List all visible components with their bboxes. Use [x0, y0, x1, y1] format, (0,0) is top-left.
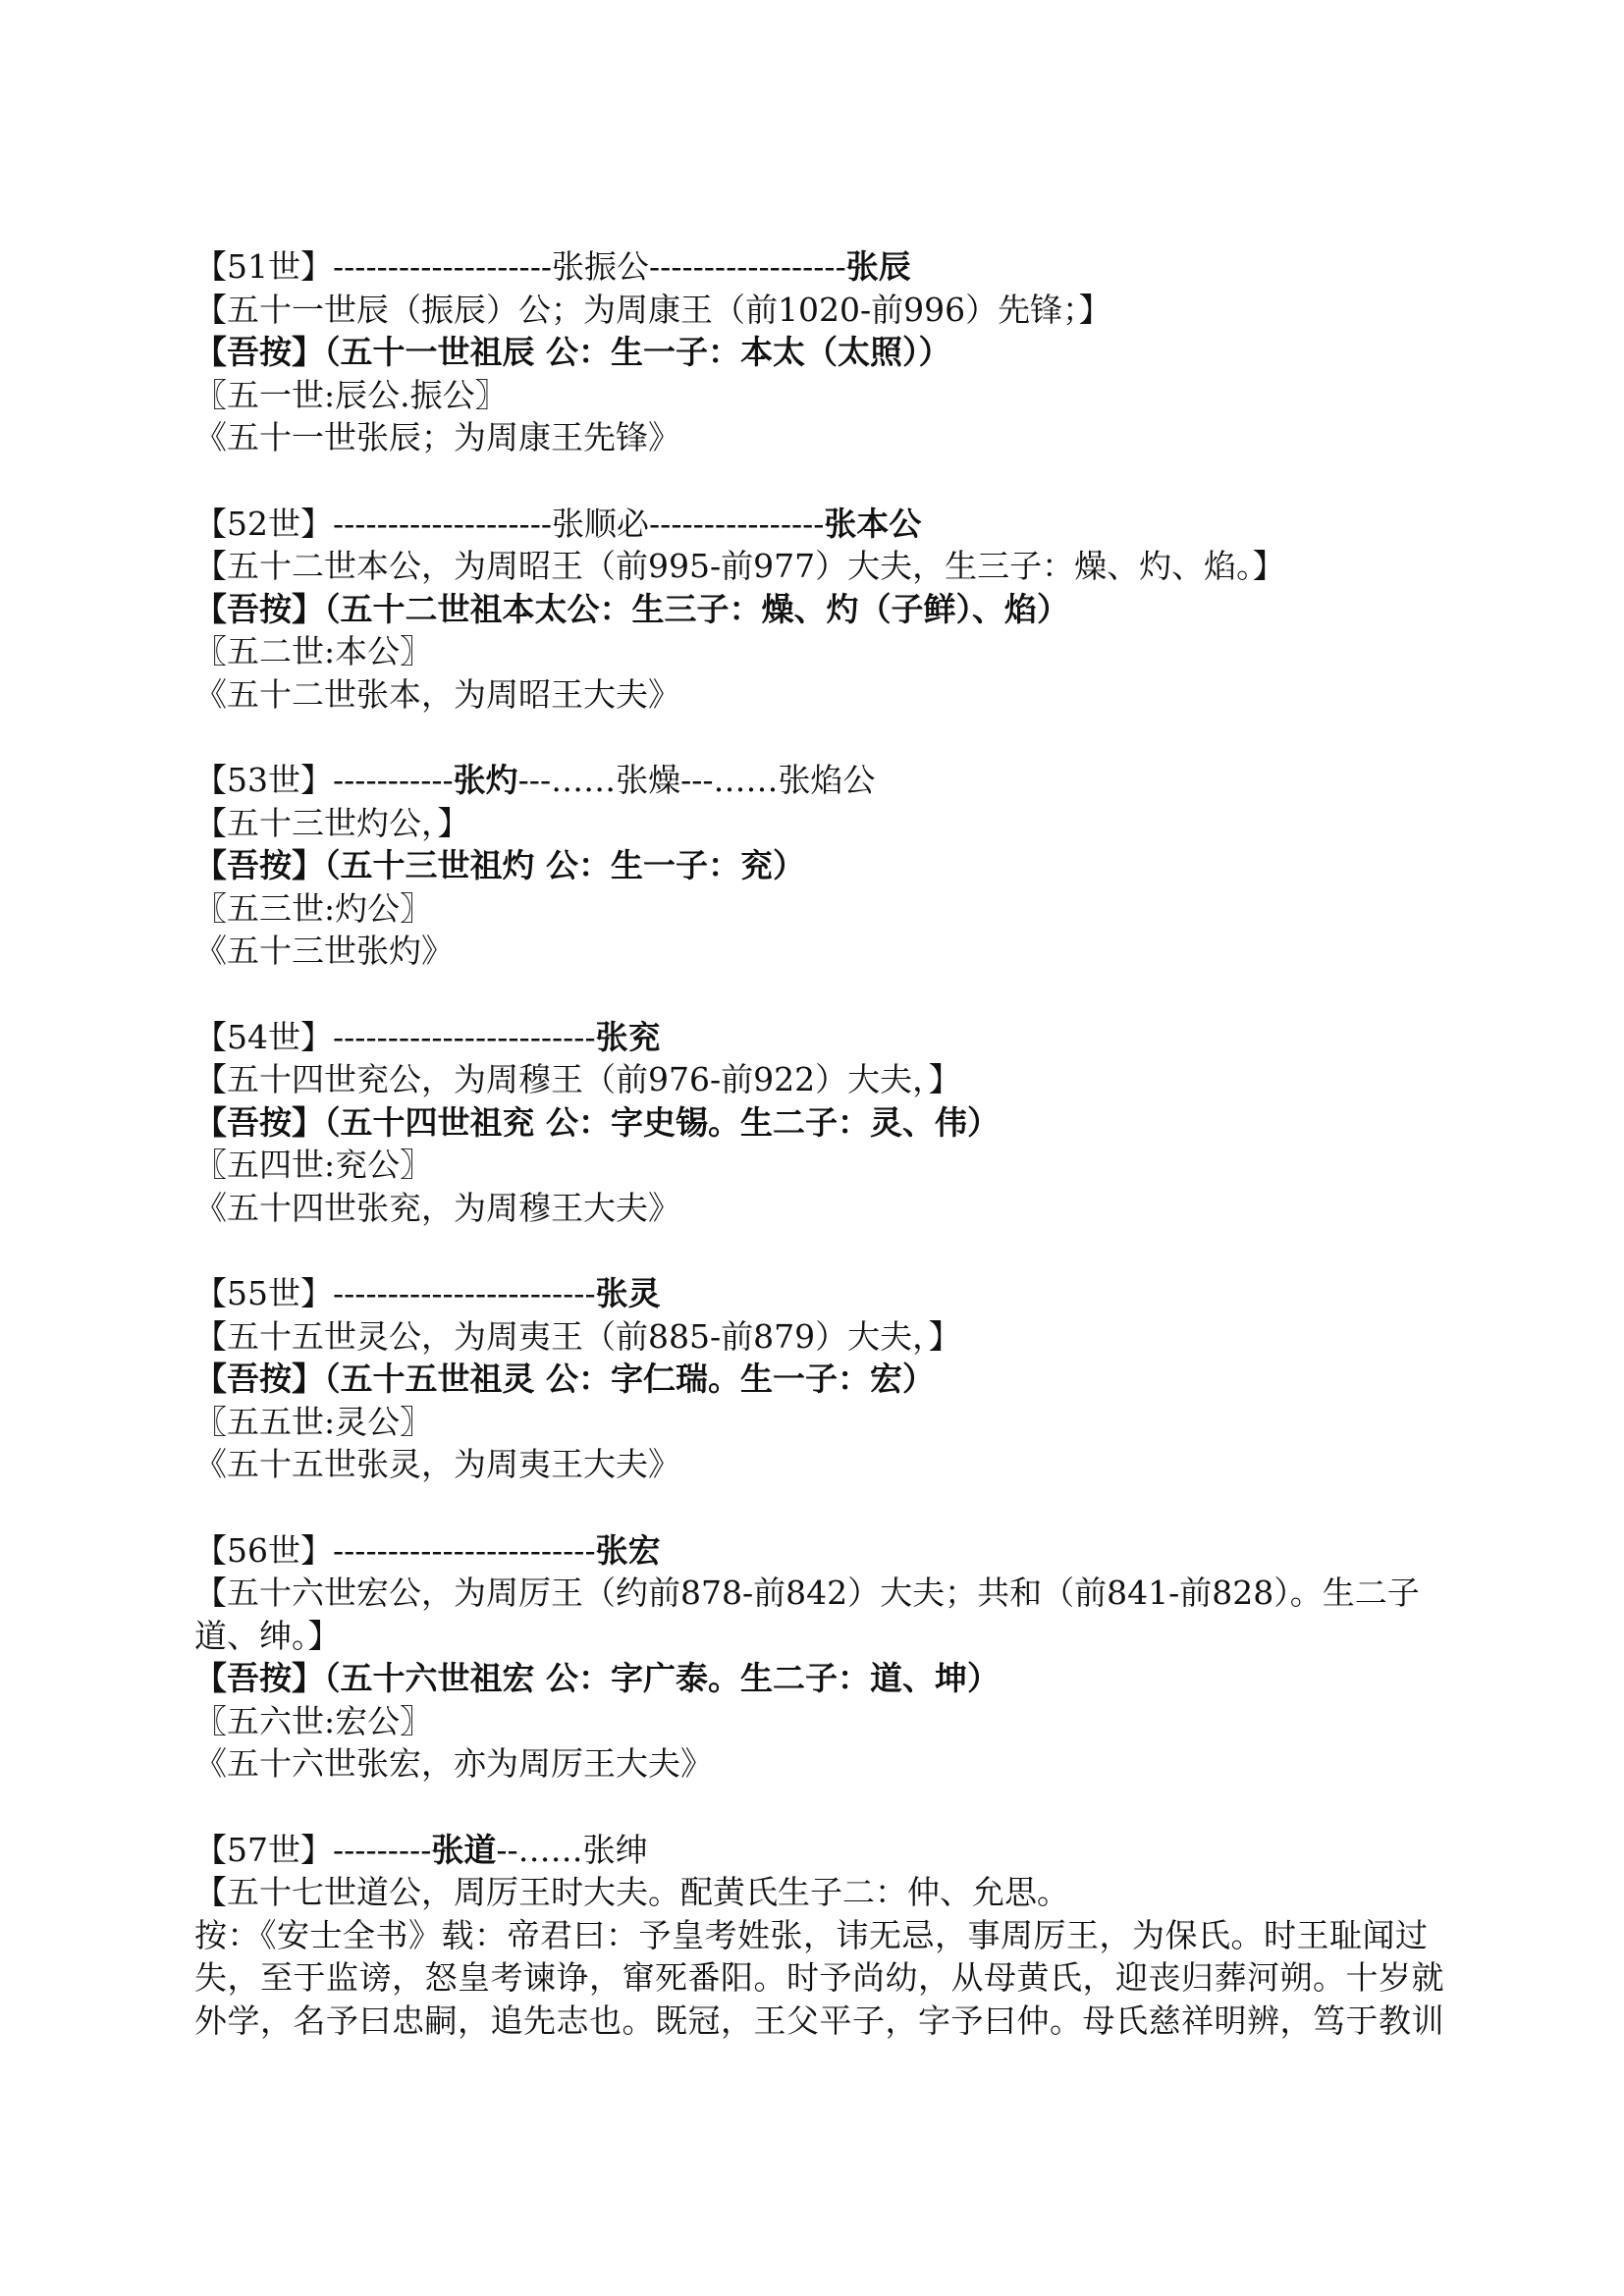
- dash-line: ------------------------: [333, 1274, 596, 1312]
- book-line: 《五十一世张辰；为周康王先锋》: [194, 418, 680, 456]
- record-line-continued: 道、绅。】: [194, 1616, 341, 1655]
- paragraph-line: 外学，名予曰忠嗣，追先志也。既冠，王父平子，字予曰仲。母氏慈祥明辨，笃于教训: [194, 2001, 1444, 2040]
- note-line: [194, 331, 1461, 374]
- alias-line: 〖五六世:宏公〗: [194, 1701, 433, 1740]
- book-line: 《五十六世张宏，亦为周厉王大夫》: [194, 1744, 713, 1783]
- note-line: [194, 1358, 1461, 1401]
- note-text: （五十六世祖宏 公：字广泰。生二子：道、坤）: [324, 1659, 1000, 1697]
- note-text: （五十三世祖灼 公：生一子：兖）: [324, 846, 805, 884]
- generation-entry-51: [194, 245, 1461, 459]
- note-label: 【吾按】: [194, 1659, 324, 1697]
- generation-entry-57: [194, 1829, 1461, 2043]
- dash-line: ----------------: [649, 504, 825, 543]
- note-text: （五十二世祖本太公：生三子：燥、灼（子鲜）、焰）: [324, 589, 1069, 628]
- generation-number: 【51世】: [194, 247, 333, 286]
- ancestor-name: 张顺必: [552, 504, 650, 543]
- record-line: 【五十一世辰（振辰）公；为周康王（前1020-前996）先锋；】: [194, 290, 1111, 329]
- paragraph-line: 失，至于监谤，怒皇考谏诤，窜死番阳。时予尚幼，从母黄氏，迎丧归葬河朔。十岁就: [194, 1958, 1444, 1997]
- note-label: 【吾按】: [194, 333, 324, 371]
- generation-header: [194, 1272, 1461, 1315]
- main-ancestor-name: 张道: [431, 1830, 497, 1869]
- alias-line: 〖五一世:辰公.振公〗: [194, 375, 508, 414]
- generation-entry-54: [194, 1016, 1461, 1230]
- dash-line: ------------------: [649, 247, 846, 286]
- record-line: 【五十六世宏公，为周厉王（约前878-前842）大夫；共和（前841-前828）。生二子: [194, 1574, 1420, 1612]
- sibling-names: --……张绅: [496, 1830, 648, 1869]
- sibling-names: ---……张燥---……张焰公: [517, 761, 876, 799]
- alias-line: 〖五三世:灼公〗: [194, 888, 433, 928]
- note-label: 【吾按】: [194, 1102, 324, 1142]
- book-line: 《五十二世张本，为周昭王大夫》: [194, 674, 680, 714]
- generation-header: [194, 1829, 1461, 1872]
- dash-line: ---------: [333, 1830, 432, 1869]
- dash-line: --------------------: [333, 247, 553, 286]
- main-ancestor-name: 张灼: [453, 761, 518, 799]
- generation-header: [194, 1016, 1461, 1059]
- note-text: （五十四世祖兖 公：字史锡。生二子：灵、伟）: [324, 1102, 1000, 1142]
- note-label: 【吾按】: [194, 589, 324, 628]
- dash-line: ------------------------: [333, 1530, 596, 1570]
- main-ancestor-name: 张本公: [824, 504, 922, 543]
- note-line: [194, 588, 1461, 631]
- record-line: 【五十二世本公，为周昭王（前995-前977）大夫，生三子：燥、灼、焰。】: [194, 547, 1285, 585]
- dash-line: --------------------: [333, 504, 553, 543]
- paragraph-line: 按：《安士全书》载：帝君曰：予皇考姓张，讳无忌，事周厉王，为保氏。时王耻闻过: [194, 1915, 1429, 1954]
- book-line: 《五十四世张兖，为周穆王大夫》: [194, 1188, 680, 1227]
- dash-line: -----------: [333, 761, 454, 799]
- commentary-paragraph: [194, 1914, 1461, 2043]
- note-line: [194, 844, 1461, 887]
- main-ancestor-name: 张宏: [595, 1530, 661, 1570]
- alias-line: 〖五二世:本公〗: [194, 632, 433, 670]
- record-line: 【五十四世兖公，为周穆王（前976-前922）大夫，】: [194, 1060, 961, 1098]
- generation-number: 【57世】: [194, 1830, 333, 1869]
- note-text: （五十一世祖辰 公：生一子：本太（太照））: [324, 333, 951, 371]
- record-line: 【五十五世灵公，为周夷王（前885-前879）大夫，】: [194, 1316, 961, 1356]
- generation-header: [194, 503, 1461, 546]
- record-line: 【五十七世道公，周厉王时大夫。配黄氏生子二：仲、允思。: [194, 1873, 1069, 1911]
- generation-entry-55: [194, 1272, 1461, 1486]
- main-ancestor-name: 张辰: [845, 247, 911, 286]
- document-page: [194, 245, 1461, 2085]
- generation-number: 【55世】: [194, 1274, 333, 1312]
- generation-number: 【53世】: [194, 761, 333, 799]
- note-line: [194, 1657, 1461, 1700]
- note-text: （五十五世祖灵 公：字仁瑞。生一子：宏）: [324, 1360, 935, 1398]
- generation-number: 【56世】: [194, 1530, 333, 1570]
- record-line: 【五十三世灼公，】: [194, 803, 470, 842]
- dash-line: ------------------------: [333, 1017, 596, 1056]
- note-line: [194, 1101, 1461, 1145]
- generation-number: 【52世】: [194, 504, 333, 543]
- main-ancestor-name: 张灵: [595, 1274, 661, 1312]
- generation-header: [194, 759, 1461, 802]
- generation-header: [194, 245, 1461, 289]
- alias-line: 〖五四世:兖公〗: [194, 1146, 433, 1184]
- note-label: 【吾按】: [194, 846, 324, 884]
- alias-line: 〖五五世:灵公〗: [194, 1402, 433, 1441]
- generation-number: 【54世】: [194, 1017, 333, 1056]
- main-ancestor-name: 张兖: [595, 1017, 661, 1056]
- generation-header: [194, 1529, 1461, 1573]
- book-line: 《五十三世张灼》: [194, 932, 454, 970]
- generation-entry-52: [194, 503, 1461, 717]
- ancestor-name: 张振公: [552, 247, 650, 286]
- note-label: 【吾按】: [194, 1360, 324, 1398]
- generation-entry-53: [194, 759, 1461, 973]
- generation-entry-56: [194, 1529, 1461, 1786]
- book-line: 《五十五世张灵，为周夷王大夫》: [194, 1445, 680, 1483]
